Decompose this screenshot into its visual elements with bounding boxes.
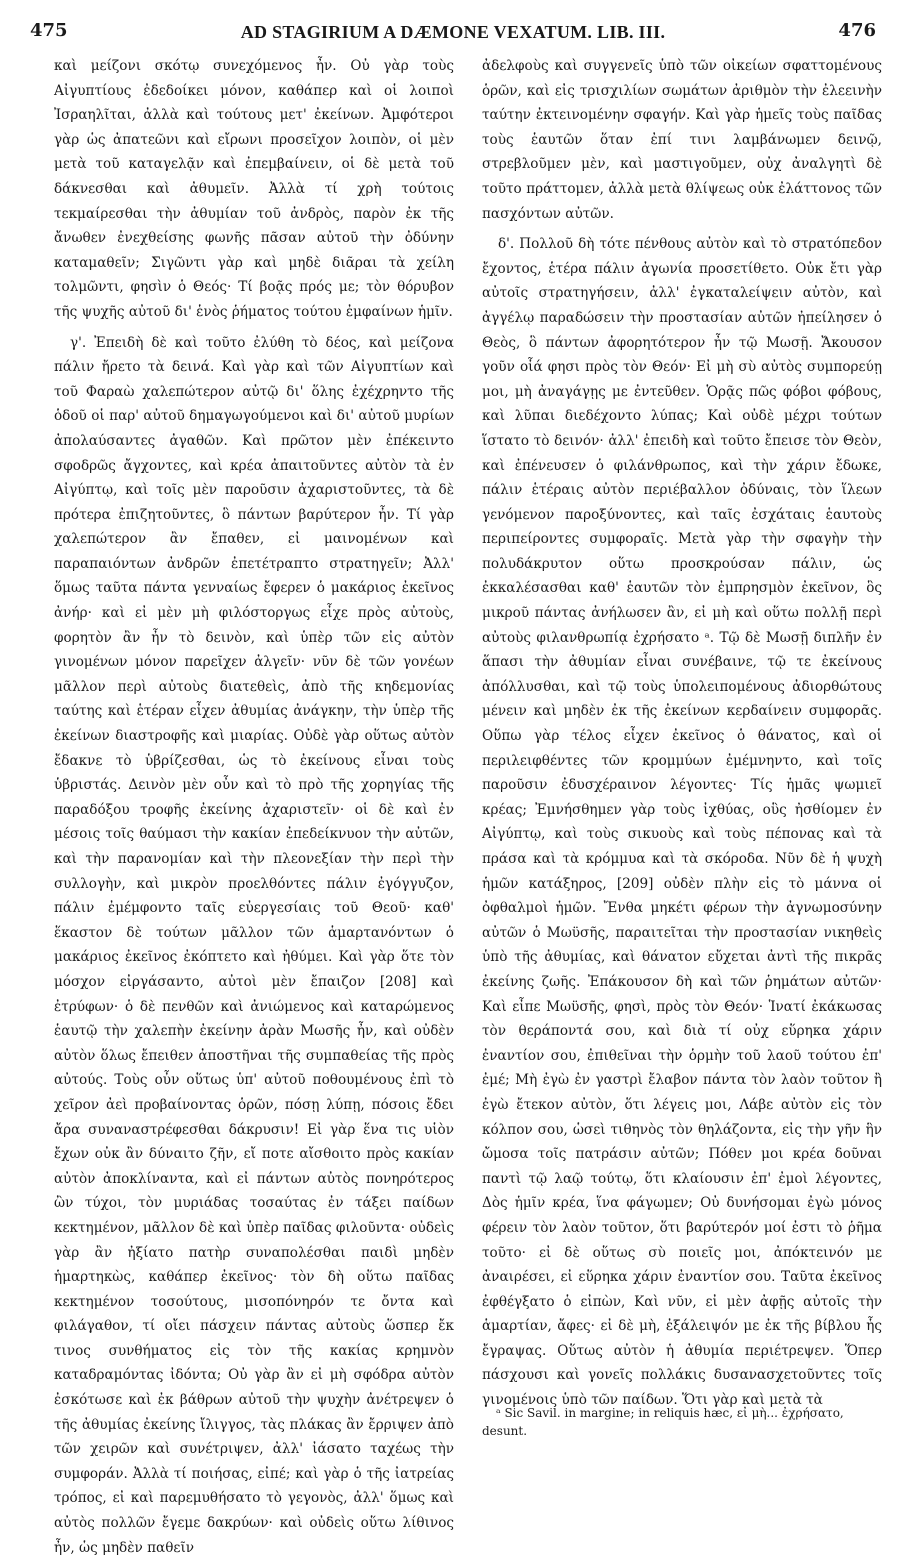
paragraph: δ'. Πολλοῦ δὴ τότε πένθους αὐτὸν καὶ τὸ στρατόπεδον ἔχοντος, ἑτέρα πάλιν ἀγωνία προσετίθετο. Οὐκ ἔτι γὰρ αὐτοῖς στρατηγήσειν, ἀλλ' ἐγκαταλείψειν αὐτὸν, καὶ ἀγγέλῳ παραδώσειν τὴν προστασίαν αὐτῶν ἠπείλησεν ὁ Θεὸς, ὃ πάντων ἀφορητότερον ἦν τῷ Μωσῇ. Ἄκουσον γοῦν οἷά φησι πρὸς τὸν Θεόν· Εἰ μὴ σὺ αὐτὸς συμπορεύῃ μοι, μὴ ἀναγάγῃς με ἐντεῦθεν. Ὁρᾷς πῶς φόβοι φόβους, καὶ λῦπαι διεδέχοντο λύπας; Καὶ οὐδὲ μέχρι τούτων ἵστατο τὸ δεινόν· ἀλλ' ἐπειδὴ καὶ τοῦτο ἔπεισε τὸν Θεὸν, καὶ ἐπένευσεν ὁ φιλάνθρωπος, καὶ τὴν χάριν ἔδωκε, πάλιν ἑτέραις αὐτὸν περιέβαλλον ὀδύναις, τὸν ἵλεων γενόμενον παροξύνοντες, καὶ ταῖς ἐσχάταις ἑαυτοὺς περιπείροντες συμφοραῖς. Μετὰ γὰρ τὴν σφαγὴν τὴν πολυδάκρυτον οὕτω προσκρούσαν πάλιν, ὡς ἐκκαλέσασθαι καθ' ἑαυτῶν τὸν ἐμπρησμὸν ἐκεῖνον, ὃς μικροῦ πάντας ἀνήλωσεν ἂν, εἰ μὴ καὶ οὕτω πολλῇ περὶ αὐτοὺς φιλανθρωπίᾳ ἐχρήσατο ᵃ. Τῷ δὲ Μωσῇ διπλῆν ἐν ἅπασι τὴν ἀθυμίαν εἶναι συνέβαινε, τῷ τε ἐκείνους ἀπόλλυσθαι, καὶ τῷ τοὺς ὑπολειπομένους ἀδιορθώτους μένειν καὶ μηδὲν ἐκ τῆς ἐκείνων κερδαίνειν συμφορᾶς. Οὕπω γὰρ τέλος εἶχεν ἐκεῖνος ὁ θάνατος, καὶ οἱ περιλειφθέντες τῶν κρομμύων ἐμέμνηντο, καὶ τοῖς παροῦσιν ἐδυσχέραινον λέγοντες· Τίς ἡμᾶς ψωμιεῖ κρέας; Ἐμνήσθημεν γὰρ τοὺς ἰχθύας, οὓς ἠσθίομεν ἐν Αἰγύπτῳ, καὶ τοὺς σικυοὺς καὶ τοὺς πέπονας καὶ τὰ πράσα καὶ τὰ κρόμμυα καὶ τὰ σκόροδα. Νῦν δὲ ἡ ψυχὴ ἡμῶν κατάξηρος, [209] οὐδὲν πλὴν εἰς τὸ μάννα οἱ ὀφθαλμοὶ ἡμῶν. Ἔνθα μηκέτι φέρων τὴν ἀγνωμοσύνην αὐτῶν ὁ Μωϋσῆς, παραιτεῖται τὴν προστασίαν νικηθεὶς ὑπὸ τῆς ἀθυμίας, καὶ θάνατον εὔχεται ἀντὶ τῆς πικρᾶς ἐκείνης ζωῆς. Ἐπάκουσον δὴ καὶ τῶν ῥημάτων αὐτῶν· Καὶ εἶπε Μωϋσῆς, φησὶ, πρὸς τὸν Θεόν· Ἱνατί ἐκάκωσας τὸν θεράποντά σου, καὶ διὰ τί οὐχ εὕρηκα χάριν ἐναντίον σου, ἐπιθεῖναι τὴν ὁρμὴν τοῦ λαοῦ τούτου ἐπ' ἐμέ; Μὴ ἐγὼ ἐν γαστρὶ ἔλαβον πάντα τὸν λαὸν τοῦτον ἢ ἐγὼ ἔτεκον αὐτὸν, ὅτι λέγεις μοι, Λάβε αὐτὸν εἰς τὸν κόλπον σου, ὡσεὶ τιθηνὸς τὸν θηλάζοντα, εἰς τὴν γῆν ἣν ὤμοσα τοῖς πατράσιν αὐτῶν; Πόθεν μοι κρέα δοῦναι παντὶ τῷ λαῷ τούτῳ, ὅτι κλαίουσιν ἐπ' ἐμοὶ λέγοντες, Δὸς ἡμῖν κρέα, ἵνα φάγωμεν; Οὐ δυνήσομαι ἐγὼ μόνος φέρειν τὸν λαὸν τοῦτον, ὅτι βαρύτερόν μοί ἐστι τὸ ῥῆμα τοῦτο· εἰ δὲ οὕτως σὺ ποιεῖς μοι, ἀπόκτεινόν με ἀναιρέσει, εἰ εὕρηκα χάριν ἐναντίον σου. Ταῦτα ἐκεῖνος ἐφθέγξατο ὁ εἰπὼν, Καὶ νῦν, εἰ μὲν ἀφῇς αὐτοῖς τὴν ἁμαρτίαν, ἄφες· εἰ δὲ μὴ, ἐξάλειψόν με ἐκ τῆς βίβλου ἧς ἔγραψας. Οὕτως αὐτὸν ἡ ἀθυμία περιέτρεψεν. Ὅπερ πάσχουσι καὶ γονεῖς πολλάκις δυσανασχετοῦντες τοῖς γινομένοις ὑπὸ τῶν παίδων. Ὅτι γὰρ καὶ μετὰ τὰ <box>482 236 882 1409</box>
right-column <box>482 54 882 1419</box>
page-number-left: 475 <box>30 20 68 41</box>
page-header <box>30 20 876 50</box>
left-column <box>54 54 454 1566</box>
paragraph: γ'. Ἐπειδὴ δὲ καὶ τοῦτο ἐλύθη τὸ δέος, καὶ μείζονα πάλιν ἤρετο τὰ δεινά. Καὶ γὰρ καὶ τῶν Αἰγυπτίων καὶ τοῦ Φαραὼ χαλεπώτερον αὐτῷ δι' ὅλης ἐχέχρηντο τῆς ὁδοῦ οἱ παρ' αὐτοῦ δημαγωγούμενοι καὶ δι' αὐτοῦ μυρίων ἀπολαύσαντες ἀγαθῶν. Καὶ πρῶτον μὲν ἐπέκειντο σφοδρῶς ἄγχοντες, καὶ κρέα ἀπαιτοῦντες αὐτὸν τὰ ἐν Αἰγύπτῳ, καὶ τοῖς μὲν παροῦσιν ἀχαριστοῦντες, τὰ δὲ πρότερα ἐπιζητοῦντες, ὃ πάντων βαρύτερον ἦν. Τί γὰρ χαλεπώτερον ἂν ἔπαθεν, εἰ μαινομένων καὶ παραπαιόντων ἀνδρῶν ἐπετέτραπτο στρατηγεῖν; Ἀλλ' ὅμως ταῦτα πάντα γενναίως ἔφερεν ὁ μακάριος ἐκεῖνος ἀνήρ· καὶ εἰ μὲν μὴ φιλόστοργως εἶχε πρὸς αὐτοὺς, φορητὸν ἂν ἦν τὸ δεινὸν, καὶ ὑπὲρ τῶν εἰς αὐτὸν γινομένων μόνον παρεῖχεν ἀλγεῖν· νῦν δὲ τῶν γονέων μᾶλλον περὶ αὐτοὺς διατεθεὶς, ἀπὸ τῆς κηδεμονίας ταύτης καὶ ἑτέραν εἶχεν ἀθυμίας ἀνάγκην, τὴν ὑπὲρ τῆς ἐκείνων διαστροφῆς καὶ μιαρίας. Οὐδὲ γὰρ οὕτως αὐτὸν ἔδακνε τὸ ὑβρίζεσθαι, ὡς τὸ ἐκείνους εἶναι τοὺς ὑβριστάς. Δεινὸν μὲν οὖν καὶ τὸ πρὸ τῆς χορηγίας τῆς παραδόξου τροφῆς ἐκείνης ἀχαριστεῖν· οἱ δὲ καὶ ἐν μέσοις τοῖς θαύμασι τὴν κακίαν ἐπεδείκνυον τὴν αὐτῶν, καὶ τὴν παρανομίαν καὶ τὴν πλεονεξίαν τὴν περὶ τὴν συλλογὴν, καὶ μικρὸν προελθόντες πάλιν ἐγόγγυζον, πάλιν ἐμέμφοντο ταῖς εὐεργεσίαις τοῦ Θεοῦ· καθ' ἕκαστον δὲ τούτων μᾶλλον τῶν ἁμαρτανόντων ὁ μακάριος ἐκεῖνος ἐκόπτετο καὶ ἠθύμει. Καὶ γὰρ ὅτε τὸν μόσχον εἰργάσαντο, αὐτοὶ μὲν ἔπαιζον [208] καὶ ἐτρύφων· ὁ δὲ πενθῶν καὶ ἀνιώμενος καὶ καταρώμενος ἑαυτῷ τὴν χαλεπὴν ἐκείνην ἀρὰν Μωσῆς ἦν, καὶ οὐδὲν αὐτὸν ὅλως ἔπειθεν ἀποστῆναι τῆς συμπαθείας τῆς πρὸς αὐτούς. Τοὺς οὖν οὕτως ὑπ' αὐτοῦ ποθουμένους ἐπὶ τὸ χεῖρον ἀεὶ προβαίνοντας ὁρῶν, πόσῃ λύπῃ, πόσοις ἔδει ἄρα συναναστρέφεσθαι δάκρυσιν! Εἰ γὰρ ἕνα τις υἱὸν ἔχων οὐκ ἂν δύναιτο ζῆν, εἴ ποτε αἴσθοιτο πρὸς κακίαν αὐτὸν ἀποκλίναντα, καὶ εἰ πάντων αὐτὸς πονηρότερος ὢν τύχοι, τὸν μυριάδας τοσαύτας ἐν τάξει παίδων κεκτημένον, μᾶλλον δὲ καὶ ὑπὲρ παῖδας φιλοῦντα· οὐδεὶς γὰρ ἂν ἠξίατο πατὴρ συναπολέσθαι παιδὶ μηδὲν ἡμαρτηκὼς, καθάπερ ἐκεῖνος· τὸν δὴ οὕτω παῖδας κεκτημένον τοσούτους, μισοπόνηρόν τε ὄντα καὶ φιλάγαθον, τί οἴει πάσχειν πάντας αὐτοὺς ὥσπερ ἔκ τινος συνθήματος εἰς τὸν τῆς κακίας κρημνὸν καταδραμόντας ἰδόντα; Οὐ γὰρ ἂν εἰ μὴ σφόδρα αὐτὸν ἐσκότωσε καὶ ἐκ βάθρων αὐτοῦ τὴν ψυχὴν ἀνέτρεψεν ὁ τῆς ἀθυμίας ἐκείνης ἴλιγγος, τὰς πλάκας ἂν ἔρριψεν ἀπὸ τῶν χειρῶν καὶ συνέτριψεν, ἀλλ' ἰάσατο ταχέως τὴν συμφοράν. Ἀλλὰ τί ποιήσας, εἰπέ; καὶ γὰρ ὁ τῆς ἰατρείας τρόπος, εἰ καὶ παρεμυθήσατο τὸ γεγονὸς, ἀλλ' ὅμως καὶ αὐτὸς πολλῶν ἔγεμε δακρύων· καὶ οὐδεὶς οὕτω λίθινος ἦν, ὡς μηδὲν παθεῖν <box>54 334 454 1556</box>
footnote-text: ᵃ Sic Savil. in margine; in reliquis hæc, εἰ μὴ... ἐχρήσατο, desunt. <box>482 1406 844 1438</box>
running-title: AD STAGIRIUM A DÆMONE VEXATUM. LIB. III. <box>240 22 666 42</box>
paragraph: ἀδελφοὺς καὶ συγγενεῖς ὑπὸ τῶν οἰκείων σφαττομένους ὁρῶν, καὶ εἰς τρισχιλίων σωμάτων ἀριθμὸν τὴν ἐλεεινὴν ταύτην ἐκτεινομένην σφαγήν. Καὶ γὰρ ἡμεῖς τοὺς παῖδας τοὺς ἑαυτῶν ὅταν ἐπί τινι λαμβάνωμεν δεινῷ, στρεβλοῦμεν μὲν, καὶ μαστιγοῦμεν, οὐχ ἀναλγητὶ δὲ τοῦτο πράττομεν, ἀλλὰ μετὰ θλίψεως οὐκ ἐλάττονος τῶν πασχόντων αὐτῶν. <box>482 58 882 222</box>
paragraph: καὶ μείζονι σκότῳ συνεχόμενος ἦν. Οὐ γὰρ τοὺς Αἰγυπτίους ἐδεδοίκει μόνον, καθάπερ καὶ οἱ λοιποὶ Ἰσραηλῖται, ἀλλὰ καὶ τούτους μετ' ἐκείνων. Ἀμφότεροι γὰρ ὡς ἀπατεῶνι καὶ εἴρωνι προσεῖχον λοιπὸν, οἱ μὲν μετὰ τοῦ καταγελᾷν καὶ ἐπεμβαίνειν, οἱ δὲ μετὰ τοῦ δάκνεσθαι καὶ ἀθυμεῖν. Ἀλλὰ τί χρὴ τούτοις τεκμαίρεσθαι τὴν ἀθυμίαν τοῦ ἀνδρὸς, παρὸν ἐκ τῆς ἄνωθεν ἐνεχθείσης φωνῆς πᾶσαν αὐτοῦ τὴν ὀδύνην καταμαθεῖν; Σιγῶντι γὰρ καὶ μηδὲ διᾶραι τὰ χείλη τολμῶντι, φησὶν ὁ Θεός· Τί βοᾷς πρός με; τὸν θόρυβον τῆς ψυχῆς αὐτοῦ δι' ἑνὸς ῥήματος τούτου ἐμφαίνων ἡμῖν. <box>54 58 454 320</box>
footnote <box>482 1404 882 1440</box>
page-number-right: 476 <box>838 20 876 41</box>
